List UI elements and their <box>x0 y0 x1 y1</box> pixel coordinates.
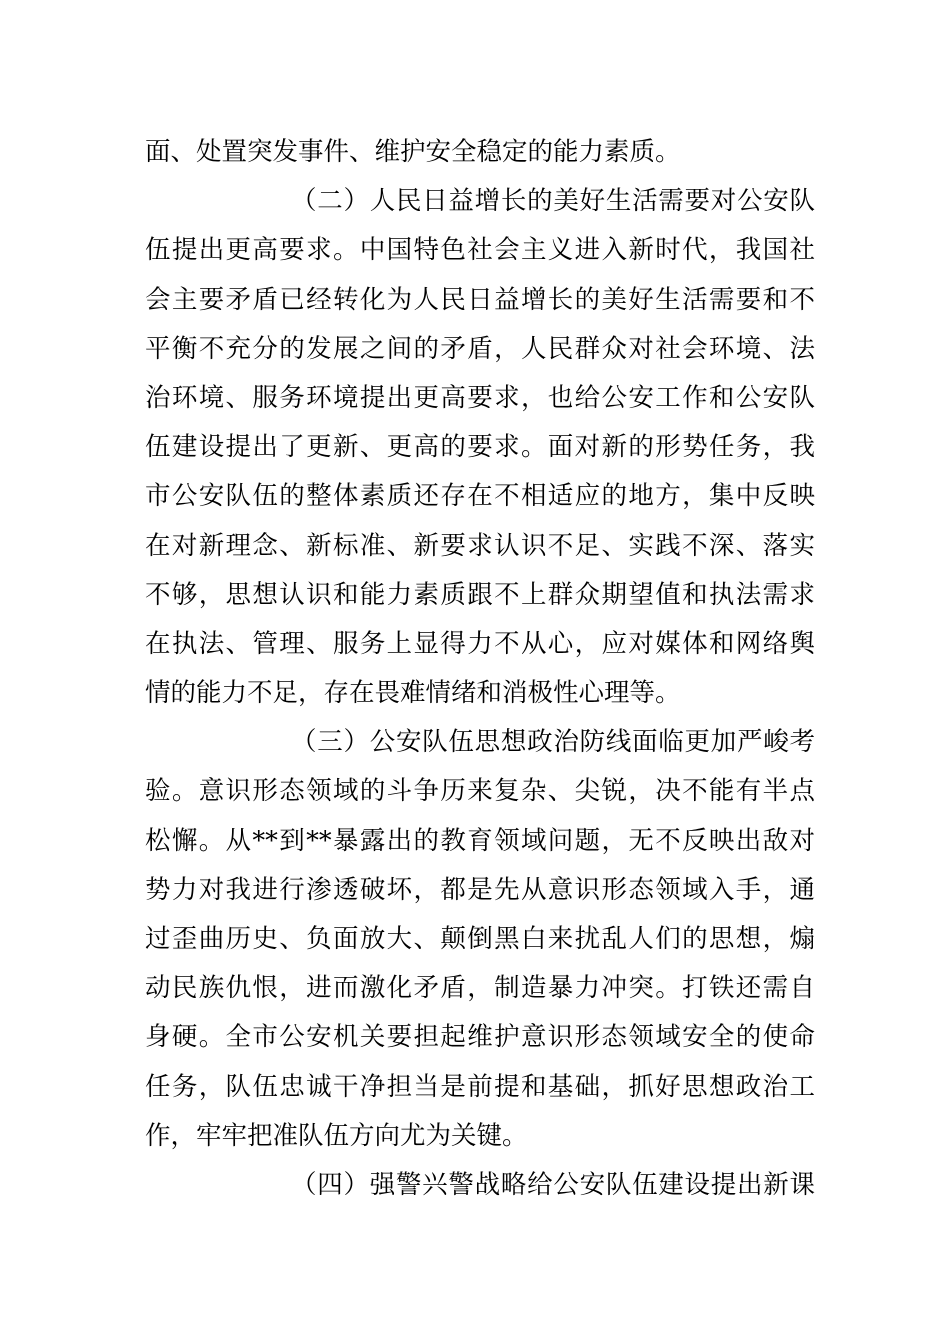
text-line: 市公安队伍的整体素质还存在不相适应的地方，集中反映 <box>145 481 815 512</box>
section-heading-line: （二）人民日益增长的美好生活需要对公安队 <box>291 186 815 217</box>
text-line: 伍建设提出了更新、更高的要求。面对新的形势任务，我 <box>145 432 815 463</box>
body-text <box>145 128 815 1210</box>
text-line: 势力对我进行渗透破坏，都是先从意识形态领域入手，通 <box>145 874 815 905</box>
text-line: 情的能力不足，存在畏难情绪和消极性心理等。 <box>145 678 681 709</box>
text-line: 在执法、管理、服务上显得力不从心，应对媒体和网络舆 <box>145 628 815 659</box>
text-line: 会主要矛盾已经转化为人民日益增长的美好生活需要和不 <box>145 284 815 315</box>
text-line: 不够，思想认识和能力素质跟不上群众期望值和执法需求 <box>145 579 815 610</box>
text-line: 过歪曲历史、负面放大、颠倒黑白来扰乱人们的思想，煽 <box>145 924 815 954</box>
text-line: 面、处置突发事件、维护安全稳定的能力素质。 <box>145 137 681 167</box>
text-line: 治环境、服务环境提出更高要求，也给公安工作和公安队 <box>145 382 815 413</box>
section-heading-line: （三）公安队伍思想政治防线面临更加严峻考 <box>291 727 815 758</box>
text-line: 身硬。全市公安机关要担起维护意识形态领域安全的使命 <box>145 1022 815 1053</box>
text-line: 伍提出更高要求。中国特色社会主义进入新时代，我国社 <box>145 235 815 266</box>
text-line: 任务，队伍忠诚干净担当是前提和基础，抓好思想政治工 <box>145 1071 815 1102</box>
section-heading-line: （四）强警兴警战略给公安队伍建设提出新课 <box>291 1169 815 1200</box>
text-line: 动民族仇恨，进而激化矛盾，制造暴力冲突。打铁还需自 <box>145 973 815 1004</box>
text-line: 平衡不充分的发展之间的矛盾，人民群众对社会环境、法 <box>145 333 815 364</box>
text-line: 松懈。从**到**暴露出的教育领域问题，无不反映出敌对 <box>145 825 815 856</box>
text-line: 在对新理念、新标准、新要求认识不足、实践不深、落实 <box>145 530 815 561</box>
text-line: 验。意识形态领域的斗争历来复杂、尖锐，决不能有半点 <box>145 776 815 807</box>
text-line: 作，牢牢把准队伍方向尤为关键。 <box>145 1120 528 1151</box>
